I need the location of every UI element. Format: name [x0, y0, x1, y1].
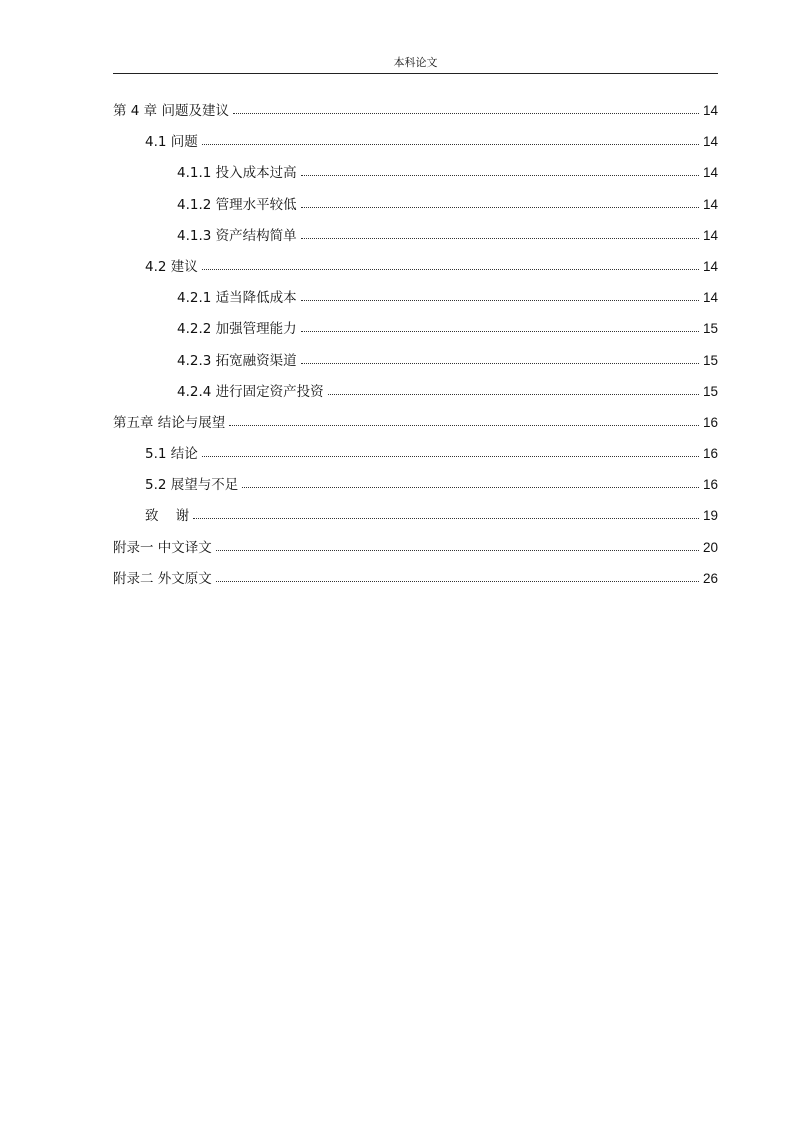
toc-entry-page: 26 — [702, 570, 718, 586]
toc-entry-page: 20 — [702, 539, 718, 555]
toc-entry[interactable] — [113, 130, 718, 161]
toc-dot-leader — [301, 206, 699, 208]
toc-entry-page: 14 — [702, 290, 718, 306]
toc-entry-title: 4.1.1 投入成本过高 — [177, 165, 297, 182]
toc-dot-leader — [202, 455, 699, 457]
toc-entry-title: 4.2.1 适当降低成本 — [177, 290, 297, 307]
toc-entry-page: 16 — [702, 446, 718, 462]
toc-entry-title: 附录一 中文译文 — [113, 539, 212, 556]
toc-dot-leader — [301, 362, 699, 364]
page-header — [113, 53, 718, 74]
toc-entry-page: 15 — [702, 352, 718, 368]
toc-entry[interactable] — [113, 473, 718, 504]
toc-dot-leader — [216, 580, 699, 582]
toc-entry-title: 4.2 建议 — [145, 258, 198, 275]
toc-dot-leader — [202, 143, 699, 145]
toc-entry-title: 第 4 章 问题及建议 — [113, 103, 229, 119]
toc-entry-title: 5.2 展望与不足 — [145, 477, 239, 494]
toc-entry-page: 14 — [702, 134, 718, 150]
toc-entry[interactable] — [113, 193, 718, 224]
toc-entry-page: 14 — [702, 258, 718, 274]
toc-entry-title: 4.1.3 资产结构简单 — [177, 227, 297, 244]
toc-entry[interactable] — [113, 286, 718, 317]
toc-dot-leader — [202, 268, 699, 270]
toc-entry[interactable] — [113, 567, 718, 598]
toc-entry-title: 致 谢 — [145, 508, 190, 525]
toc-entry-page: 16 — [702, 414, 718, 430]
toc-dot-leader — [242, 486, 699, 488]
toc-entry[interactable] — [113, 411, 718, 442]
toc-dot-leader — [216, 549, 699, 551]
toc-entry[interactable] — [113, 224, 718, 255]
header-title: 本科论文 — [393, 56, 438, 69]
toc-entry-title: 4.1 问题 — [145, 134, 198, 151]
toc-entry[interactable] — [113, 317, 718, 348]
toc-entry[interactable] — [113, 442, 718, 473]
toc-entry-page: 19 — [702, 508, 718, 524]
toc-entry-title: 4.2.4 进行固定资产投资 — [177, 383, 324, 400]
toc-dot-leader — [301, 237, 699, 239]
toc-dot-leader — [301, 299, 699, 301]
toc-dot-leader — [301, 330, 699, 332]
toc-entry-page: 15 — [702, 383, 718, 399]
toc-entry-page: 14 — [702, 165, 718, 181]
toc-entry-title: 4.2.2 加强管理能力 — [177, 321, 297, 338]
toc-entry[interactable] — [113, 536, 718, 567]
toc-entry[interactable] — [113, 380, 718, 411]
toc-entry-page: 16 — [702, 477, 718, 493]
toc-entry[interactable] — [113, 99, 718, 130]
toc-dot-leader — [301, 174, 699, 176]
toc-entry[interactable] — [113, 504, 718, 535]
toc-entry-page: 14 — [702, 103, 718, 118]
toc-entry-page: 14 — [702, 227, 718, 243]
toc-entry[interactable] — [113, 161, 718, 192]
toc-dot-leader — [233, 112, 699, 114]
toc-entry-title: 4.2.3 拓宽融资渠道 — [177, 352, 297, 369]
toc-dot-leader — [229, 424, 699, 426]
toc-entry-page: 15 — [702, 321, 718, 337]
toc-entry[interactable] — [113, 255, 718, 286]
toc-entry-page: 14 — [702, 196, 718, 212]
toc-entry-title: 第五章 结论与展望 — [113, 414, 226, 431]
table-of-contents — [113, 99, 718, 598]
toc-entry-title: 5.1 结论 — [145, 446, 198, 463]
toc-dot-leader — [328, 393, 699, 395]
toc-entry-title: 附录二 外文原文 — [113, 570, 212, 587]
toc-entry[interactable] — [113, 349, 718, 380]
toc-entry-title: 4.1.2 管理水平较低 — [177, 196, 297, 213]
toc-dot-leader — [193, 517, 699, 519]
